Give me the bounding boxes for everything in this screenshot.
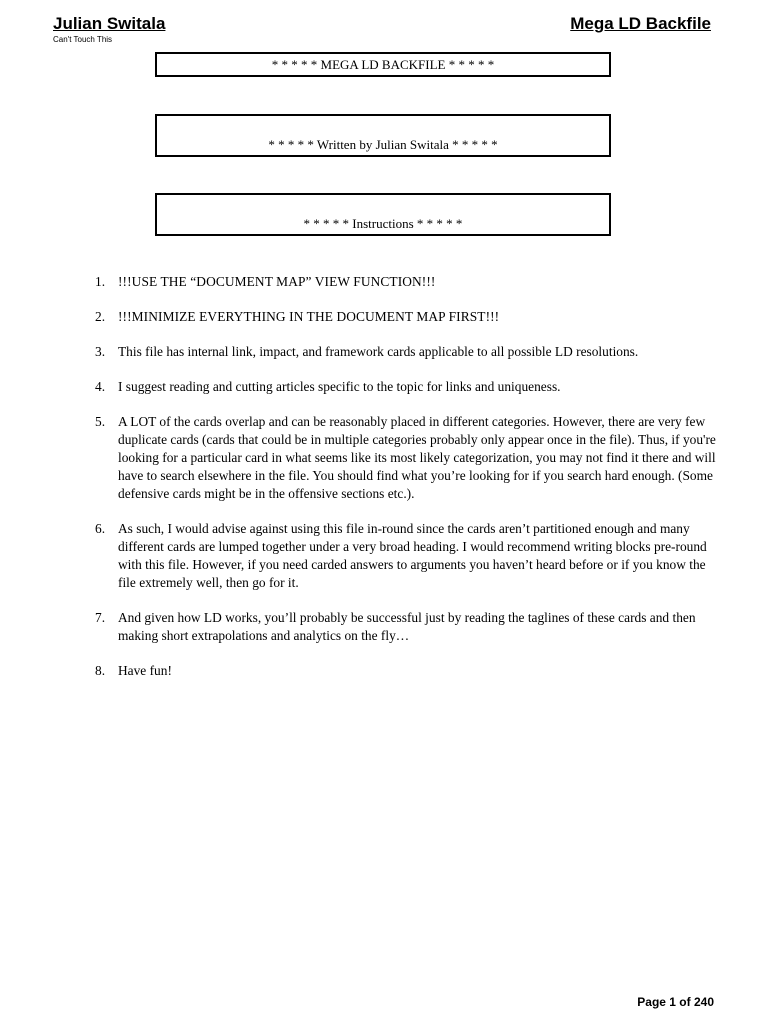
page-number: Page 1 of 240 bbox=[637, 995, 714, 1009]
list-item-text: !!!USE THE “DOCUMENT MAP” VIEW FUNCTION!!! bbox=[118, 274, 436, 289]
title-box: * * * * * MEGA LD BACKFILE * * * * * bbox=[155, 52, 611, 77]
list-item-number: 3. bbox=[95, 344, 106, 359]
list-item bbox=[95, 662, 720, 680]
list-item-number: 5. bbox=[95, 414, 106, 429]
list-item-number: 8. bbox=[95, 663, 106, 678]
list-item-text: This file has internal link, impact, and framework cards applicable to all possible LD resolutions. bbox=[118, 344, 639, 359]
header-doc-title: Mega LD Backfile bbox=[570, 14, 711, 33]
list-item-number: 1. bbox=[95, 274, 106, 289]
instructions-heading-box: * * * * * Instructions * * * * * bbox=[155, 193, 611, 236]
header-author: Julian Switala bbox=[53, 14, 166, 33]
list-item-number: 2. bbox=[95, 309, 106, 324]
header-tagline: Can't Touch This bbox=[53, 35, 113, 44]
list-item-number: 4. bbox=[95, 379, 106, 394]
list-item bbox=[95, 343, 720, 361]
byline-box: * * * * * Written by Julian Switala * * * * * bbox=[155, 114, 611, 157]
header-left bbox=[53, 14, 165, 45]
list-item bbox=[95, 520, 720, 592]
list-item-number: 7. bbox=[95, 610, 106, 625]
list-item bbox=[95, 378, 720, 396]
list-item-number: 6. bbox=[95, 521, 106, 536]
list-item-text: And given how LD works, you’ll probably be successful just by reading the taglines of these cards and then making short extrapolations and analytics on the fly… bbox=[118, 610, 696, 643]
list-item bbox=[95, 413, 720, 503]
list-item bbox=[95, 609, 720, 645]
instructions-list bbox=[95, 273, 720, 697]
list-item-text: As such, I would advise against using this file in-round since the cards aren’t partitioned enough and many different cards are lumped together under a very broad heading. I would recommend writing blocks pre-round with this file. However, if you need carded answers to arguments you haven’t heard before or if you know the file extremely well, then go for it. bbox=[118, 521, 707, 590]
list-item-text: Have fun! bbox=[118, 663, 172, 678]
list-item-text: !!!MINIMIZE EVERYTHING IN THE DOCUMENT MAP FIRST!!! bbox=[118, 309, 500, 324]
list-item bbox=[95, 308, 720, 326]
list-item-text: I suggest reading and cutting articles specific to the topic for links and uniqueness. bbox=[118, 379, 561, 394]
list-item-text: A LOT of the cards overlap and can be reasonably placed in different categories. However, there are very few duplicate cards (cards that could be in multiple categories probably only appear once in the file). Thus, if you're looking for a particular card in what seems like its most likely categorization, you may not find it there and will have to search elsewhere in the file. You should find what you’re looking for if you search hard enough. (Some defensive cards might be in the offensive sections etc.). bbox=[118, 414, 716, 501]
list-item bbox=[95, 273, 720, 291]
